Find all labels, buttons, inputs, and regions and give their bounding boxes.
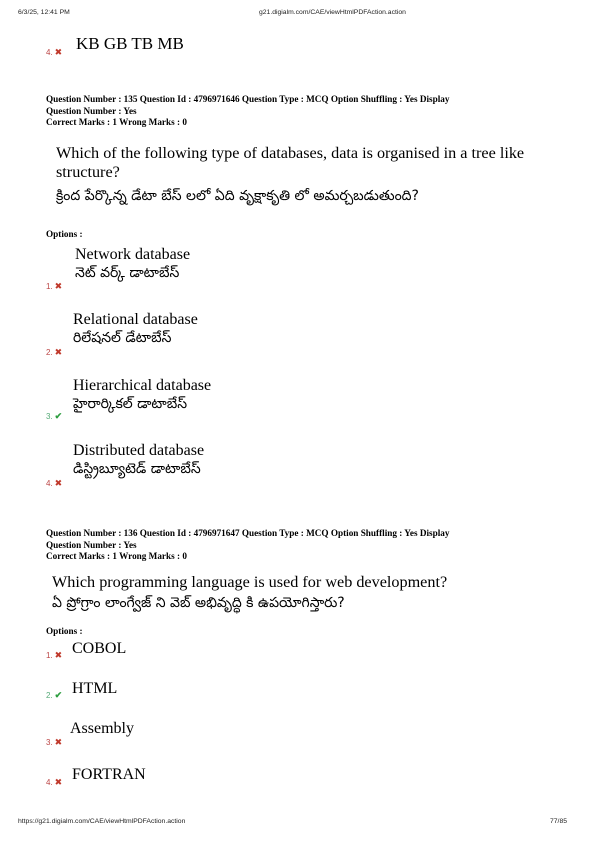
option-number: 1. ✖ xyxy=(46,281,63,291)
option-text[interactable]: HTML xyxy=(72,680,118,697)
option-number: 3. ✔ xyxy=(46,411,63,421)
option-text: KB GB TB MB xyxy=(76,34,184,53)
option-text[interactable]: Network database నెట్ వర్క్ డాటాబేస్ xyxy=(75,246,191,281)
question-text: Which of the following type of databases, data is organised in a tree like structure? క్రింద పేర్కొన్న డేటా బేస్ లలో ఏది వృక్షాకృతి లో అమర్చబడుతుంది? xyxy=(56,144,525,204)
option-text[interactable]: Assembly xyxy=(70,720,134,737)
option-number: 1. ✖ xyxy=(46,650,63,660)
cross-mark-icon: ✖ xyxy=(54,478,63,488)
question-meta: Question Number : 135 Question Id : 4796971646 Question Type : MCQ Option Shuffling : Yes Display Question Number : Yes Correct Marks : 1 Wrong Marks : 0 xyxy=(46,94,450,127)
cross-mark-icon: ✖ xyxy=(54,650,63,660)
option-number: 4. ✖ xyxy=(46,478,63,488)
question-meta: Question Number : 136 Question Id : 4796971647 Question Type : MCQ Option Shuffling : Yes Display Question Number : Yes Correct Marks : 1 Wrong Marks : 0 xyxy=(46,528,450,561)
page-number: 77/85 xyxy=(550,818,568,825)
option-text[interactable]: Relational database రిలేషనల్ డేటాబేస్ xyxy=(73,311,198,346)
option-number: 2. ✔ xyxy=(46,690,63,700)
print-datetime: 6/3/25, 12:41 PM xyxy=(18,9,70,16)
option-text[interactable]: COBOL xyxy=(72,640,127,657)
options-label: Options : xyxy=(46,229,83,239)
option-number: 4. ✖ xyxy=(46,47,63,57)
check-mark-icon: ✔ xyxy=(54,690,63,700)
option-text[interactable]: Hierarchical database హైరార్కికల్ డాటాబేస్ xyxy=(73,377,212,412)
cross-mark-icon: ✖ xyxy=(54,777,63,787)
print-url: g21.digialm.com/CAE/viewHtmlPDFAction.action xyxy=(259,9,406,16)
cross-mark-icon: ✖ xyxy=(54,347,63,357)
option-number: 2. ✖ xyxy=(46,347,63,357)
option-text[interactable]: Distributed database డిస్ట్రిబ్యూటెడ్ డాటాబేస్ xyxy=(73,442,205,477)
check-mark-icon: ✔ xyxy=(54,411,63,421)
cross-mark-icon: ✖ xyxy=(54,47,63,57)
option-number: 4. ✖ xyxy=(46,777,63,787)
option-number: 3. ✖ xyxy=(46,737,63,747)
footer-url: https://g21.digialm.com/CAE/viewHtmlPDFAction.action xyxy=(18,818,186,825)
option-text[interactable]: FORTRAN xyxy=(72,766,146,783)
cross-mark-icon: ✖ xyxy=(54,737,63,747)
cross-mark-icon: ✖ xyxy=(54,281,63,291)
options-label: Options : xyxy=(46,626,83,636)
question-text: Which programming language is used for web development? ఏ ప్రోగ్రాం లాంగ్వేజ్ ని వెబ్ అభివృద్ధి కి ఉపయోగిస్తారు? xyxy=(52,573,448,611)
